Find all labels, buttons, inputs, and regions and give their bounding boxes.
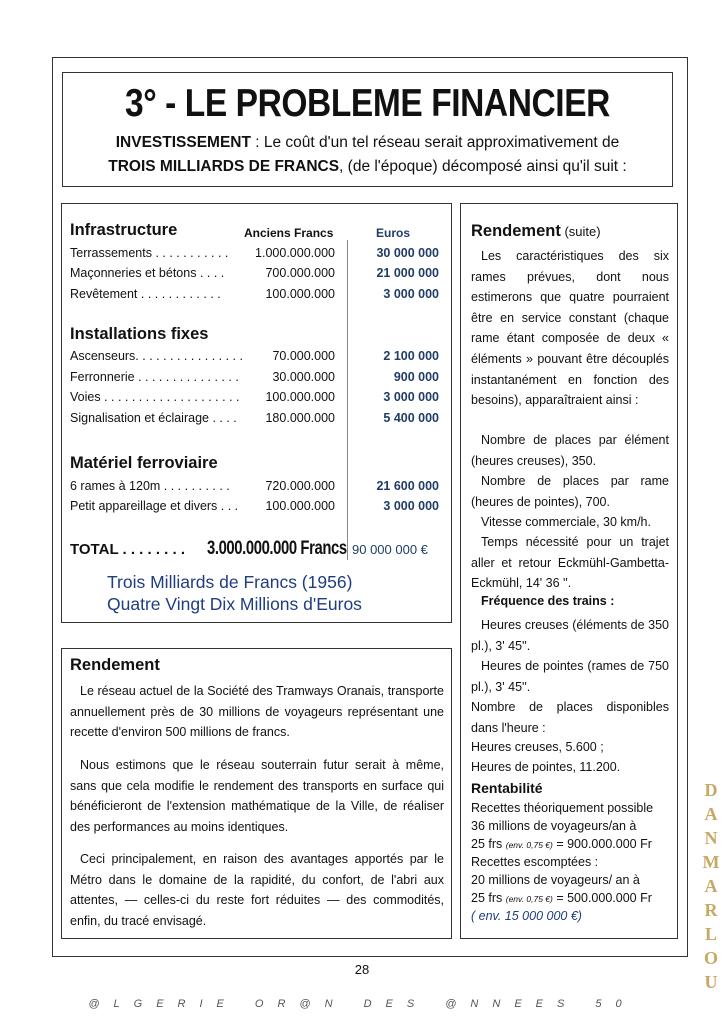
rentabilite-line-5: 20 millions de voyageurs/ an à (471, 873, 640, 887)
rent6-amount: = 500.000.000 Fr (552, 891, 652, 905)
rentabilite-line-2: 36 millions de voyageurs/an à (471, 819, 637, 833)
title-box (62, 72, 673, 187)
rendement-box (61, 648, 452, 939)
row-francs: 70.000.000 (272, 349, 335, 363)
row-label: Signalisation et éclairage . . . . (70, 411, 237, 425)
side-letter: U (704, 972, 718, 992)
side-letter: A (704, 876, 718, 896)
row-francs: 30.000.000 (272, 370, 335, 384)
column-header-francs: Anciens Francs (244, 226, 334, 240)
total-francs: 3.000.000.000 Francs (207, 538, 347, 559)
total-words-euros: Quatre Vingt Dix Millions d'Euros (107, 594, 362, 614)
column-header-euros: Euros (376, 226, 411, 240)
intro-amount: TROIS MILLIARDS DE FRANCS (108, 158, 340, 175)
rendement-suite-box (460, 203, 678, 939)
row-label: Ascenseurs. . . . . . . . . . . . . . . . (70, 349, 243, 363)
side-letter: L (704, 924, 717, 944)
table-row (70, 499, 445, 517)
rendement-paragraph-2: Nous estimons que le réseau souterrain futur serait à même, sans que cela modifie le rendement des transports en surface qui bénéficieront de l'extension mathématique de la Ville, de réaliser des performances au moins identiques. (70, 758, 444, 834)
row-francs: 100.000.000 (265, 390, 335, 404)
rent3-amount: = 900.000.000 Fr (552, 837, 652, 851)
row-label: 6 rames à 120m . . . . . . . . . . (70, 479, 230, 493)
row-euros: 3 000 000 (383, 287, 439, 301)
row-euros: 21 000 000 (376, 266, 439, 280)
side-letter: N (704, 828, 718, 848)
frequency-off-peak: Heures creuses (éléments de 350 pl.), 3' 45''. (471, 618, 669, 653)
places-rame: Nombre de places par rame (heures de pointes), 700. (471, 474, 669, 509)
table-row (70, 411, 445, 429)
table-row (70, 266, 445, 284)
row-francs: 720.000.000 (265, 479, 335, 493)
row-label: Revêtement . . . . . . . . . . . . (70, 287, 221, 301)
row-francs: 100.000.000 (265, 287, 335, 301)
row-euros: 21 600 000 (376, 479, 439, 493)
trip-time: Temps nécessité pour un trajet aller et retour Eckmühl-Gambetta-Eckmühl, 14' 36 ''. (471, 535, 669, 591)
cost-table (61, 203, 452, 623)
side-letter: M (702, 852, 720, 872)
side-watermark (698, 778, 724, 994)
row-euros: 2 100 000 (383, 349, 439, 363)
row-euros: 3 000 000 (383, 499, 439, 513)
rentabilite-title: Rentabilité (471, 780, 543, 796)
rentabilite-line-3 (471, 837, 652, 851)
rent3-prefix: 25 frs (471, 837, 506, 851)
table-row (70, 370, 445, 388)
row-label: Ferronnerie . . . . . . . . . . . . . . . (70, 370, 239, 384)
frequency-title: Fréquence des trains : (481, 594, 615, 608)
intro-text-1: : Le coût d'un tel réseau serait approximativement de (250, 134, 620, 151)
row-euros: 30 000 000 (376, 246, 439, 260)
rentabilite-line-1: Recettes théoriquement possible (471, 801, 654, 815)
places-element: Nombre de places par élément (heures creuses), 350. (471, 433, 669, 468)
table-row (70, 287, 445, 305)
section-installations: Installations fixes (70, 325, 209, 343)
row-label: Terrassements . . . . . . . . . . . (70, 246, 229, 260)
row-francs: 700.000.000 (265, 266, 335, 280)
row-francs: 180.000.000 (265, 411, 335, 425)
total-words-francs: Trois Milliards de Francs (1956) (107, 572, 353, 592)
rendement-paragraph-3: Ceci principalement, en raison des avantages apportés par le Métro dans le domaine de la rapidité, du confort, de l'abri aux attentes, — celles-ci du reste fort réduites — des commodités, enfin, du tracé envisagé. (70, 852, 444, 928)
row-euros: 900 000 (393, 370, 439, 384)
table-row (70, 479, 445, 497)
intro-label: INVESTISSEMENT (115, 134, 251, 151)
table-row (70, 246, 445, 264)
rentabilite-line-6 (471, 891, 652, 905)
page-title: 3° - LE PROBLEME FINANCIER (125, 82, 610, 125)
side-letter: R (704, 900, 718, 920)
commercial-speed: Vitesse commerciale, 30 km/h. (481, 515, 651, 529)
side-letter: D (704, 780, 718, 800)
table-row (70, 349, 445, 367)
rent6-prefix: 25 frs (471, 891, 506, 905)
rendement-suite-title (471, 222, 601, 241)
rendement-suite-title-suffix: (suite) (560, 224, 601, 239)
rendement-paragraph-1: Le réseau actuel de la Société des Tramways Oranais, transporte annuellement près de 30 millions de voyageurs représentant une recette d'environ 500 millions de francs. (70, 684, 444, 739)
frequency-peak: Heures de pointes (rames de 750 pl.), 3' 45''. (471, 659, 669, 694)
footer-text: @LGERIE OR@N DES @NNEES 50 (88, 998, 636, 1010)
side-letter: A (704, 804, 718, 824)
page-number: 28 (354, 962, 370, 977)
rendement-suite-title-main: Rendement (471, 222, 561, 240)
section-materiel: Matériel ferroviaire (70, 454, 218, 472)
row-label: Maçonneries et bétons . . . . (70, 266, 225, 280)
rent6-euro-note: (env. 0,75 €) (505, 894, 553, 904)
table-row (70, 390, 445, 408)
row-label: Petit appareillage et divers . . . (70, 499, 239, 513)
total-label: TOTAL . . . . . . . . (70, 541, 186, 558)
row-francs: 1.000.000.000 (255, 246, 335, 260)
rendement-title: Rendement (70, 656, 160, 674)
rent3-euro-note: (env. 0,75 €) (505, 840, 553, 850)
characteristics-paragraph: Les caractéristiques des six rames prévues, dont nous estimerons que quatre pourraient être en service constant (chaque rame étant composée de deux « éléments » pouvant être découplés instantanément en fonction des besoins), apparaîtraient ainsi : (471, 249, 669, 408)
section-infrastructure: Infrastructure (70, 221, 178, 239)
places-available-title: Nombre de places disponibles dans l'heure : (471, 700, 669, 735)
total-euros: 90 000 000 € (352, 542, 428, 557)
rentabilite-line-4: Recettes escomptées : (471, 855, 599, 869)
intro-text (63, 131, 672, 179)
row-euros: 3 000 000 (383, 390, 439, 404)
places-off-peak: Heures creuses, 5.600 ; (471, 740, 604, 754)
rentabilite-euro-total: ( env. 15 000 000 €) (471, 909, 582, 923)
intro-text-2: , (de l'époque) décomposé ainsi qu'il suit : (339, 158, 627, 175)
side-letter: O (703, 948, 718, 968)
row-euros: 5 400 000 (383, 411, 439, 425)
row-label: Voies . . . . . . . . . . . . . . . . . . . . (70, 390, 240, 404)
row-francs: 100.000.000 (265, 499, 335, 513)
places-peak: Heures de pointes, 11.200. (471, 760, 621, 774)
